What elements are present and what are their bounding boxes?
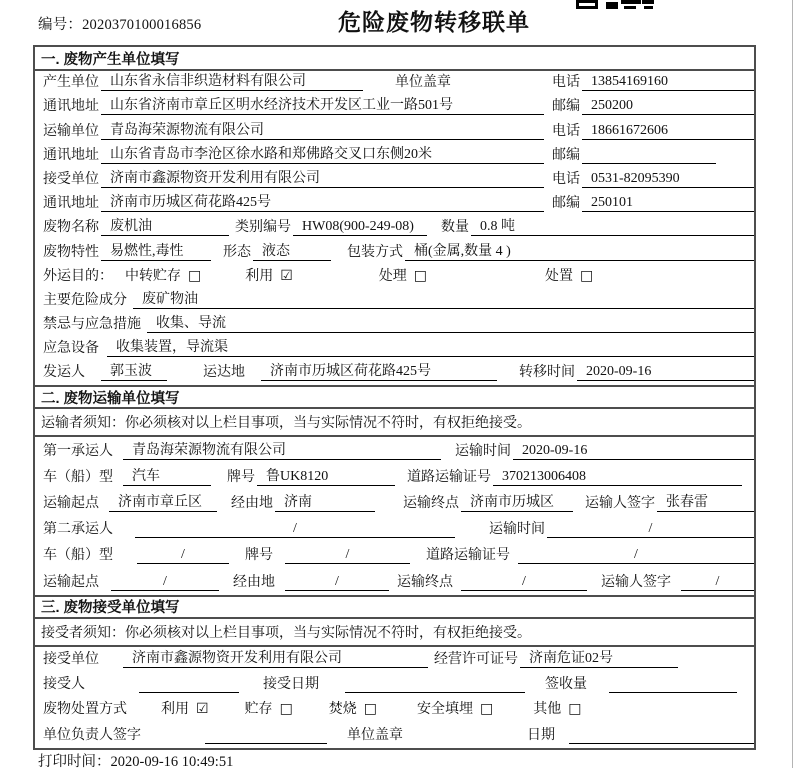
producer-zip-value: 250200: [582, 98, 754, 115]
transport-time-label: 运输时间: [489, 522, 545, 538]
carrier2-vehicle-row: [35, 542, 754, 568]
waste-character-label: 废物特性: [43, 244, 99, 260]
road-permit-label: 道路运输证号: [426, 548, 510, 564]
destination-label: 运达地: [203, 365, 245, 381]
consignor-value: 郭玉波: [101, 360, 167, 381]
accepting-unit-row: [35, 647, 754, 672]
section3-header: 三. 废物接受单位填写: [35, 595, 754, 619]
transporter-value: 青岛海荣源物流有限公司: [101, 119, 544, 140]
transport-time-label: 运输时间: [455, 443, 511, 459]
producer-address-row: [35, 95, 754, 119]
origin-label: 运输起点: [43, 496, 99, 511]
address-label: 通讯地址: [43, 196, 99, 212]
page-right-border: [792, 0, 793, 768]
carrier1-value: 青岛海荣源物流有限公司: [123, 439, 441, 460]
checkbox-checked-icon: ☑: [196, 701, 209, 718]
receive-date-value: [345, 676, 525, 693]
emergency-measures-value: 收集、导流: [147, 312, 754, 333]
quantity-label: 数量: [441, 220, 469, 236]
zip-label: 邮编: [552, 99, 580, 115]
carrier2-value: /: [135, 521, 455, 538]
print-time: [38, 750, 233, 768]
carrier1-end-value: 济南市历城区: [461, 491, 573, 512]
recipient-row: [35, 672, 754, 697]
receiver-address-row: [35, 192, 754, 216]
receiver-notice: 接受者须知：你必须核对以上栏目事项，当与实际情况不符时，有权拒绝接受。: [35, 619, 754, 647]
option-label: 处置: [545, 268, 574, 284]
manager-sign-label: 单位负责人签字: [43, 727, 141, 743]
producer-label: 产生单位: [43, 75, 99, 91]
consignor-label: 发运人: [43, 365, 85, 381]
disposal-method-label: 废物处置方式: [43, 702, 127, 718]
purpose-option-storage: [125, 265, 201, 285]
road-permit-label: 道路运输证号: [407, 469, 491, 485]
receiver-label: 接受单位: [43, 171, 99, 187]
manifest-form: [33, 45, 756, 750]
waste-character-row: [35, 240, 754, 264]
carrier2-via-value: /: [285, 574, 389, 591]
doc-number: [38, 13, 201, 34]
carrier1-sign-value: 张春雷: [657, 491, 754, 512]
section1-header: 一. 废物产生单位填写: [35, 47, 754, 71]
carrier2-route-row: [35, 568, 754, 594]
unit-seal-label: 单位盖章: [347, 727, 403, 743]
carrier1-vehicle-row: [35, 464, 754, 490]
endpoint-label: 运输终点: [403, 496, 459, 511]
producer-phone-value: 13854169160: [582, 74, 754, 91]
producer-row: [35, 71, 754, 95]
option-label: 中转贮存: [125, 268, 181, 284]
option-label: 利用: [245, 268, 274, 284]
date-value: [569, 727, 754, 744]
purpose-option-dispose: [545, 265, 593, 285]
checkbox-unchecked-icon: □: [363, 701, 378, 718]
carrier1-row: [35, 437, 754, 463]
purpose-option-treat: [379, 265, 427, 285]
transfer-purpose-row: [35, 265, 754, 289]
page-title: 危险废物转移联单: [338, 9, 530, 35]
vehicle-type-label: 车（船）型: [43, 548, 113, 564]
via-label: 经由地: [233, 574, 275, 590]
disposal-option-landfill: [417, 698, 493, 718]
checkbox-checked-icon: ☑: [280, 267, 293, 284]
seal-label: 单位盖章: [395, 75, 451, 91]
transporter-row: [35, 119, 754, 143]
qr-block: [642, 0, 654, 4]
purpose-option-utilize: [245, 265, 293, 285]
manager-sign-row: [35, 722, 754, 747]
receiver-zip-value: 250101: [582, 195, 754, 212]
disposal-option-other: [533, 698, 581, 718]
origin-label: 运输起点: [43, 574, 99, 590]
transporter-label: 运输单位: [43, 123, 99, 139]
transporter-notice: 运输者须知：你必须核对以上栏目事项，当与实际情况不符时，有权拒绝接受。: [35, 409, 754, 437]
receiver-phone-value: 0531-82095390: [582, 171, 754, 188]
carrier1-permit-value: 370213006408: [493, 469, 742, 486]
carrier1-plate-value: 鲁UK8120: [257, 465, 395, 486]
category-label: 类别编号: [235, 220, 291, 236]
doc-number-value: 2020370100016856: [82, 17, 202, 33]
recipient-value: [139, 676, 239, 693]
emergency-equipment-row: [35, 337, 754, 361]
carrier2-permit-value: /: [518, 547, 754, 564]
hazard-value: 废矿物油: [133, 288, 754, 309]
disposal-option-store: [245, 698, 293, 718]
form-value: 液态: [253, 240, 331, 261]
phone-label: 电话: [552, 123, 580, 139]
license-label: 经营许可证号: [434, 651, 518, 667]
disposal-option-incinerate: [329, 698, 377, 718]
hazard-label: 主要危险成分: [43, 292, 127, 308]
accepting-unit-label: 接受单位: [43, 651, 99, 667]
license-value: 济南危证02号: [520, 647, 678, 668]
checkbox-unchecked-icon: □: [188, 267, 202, 284]
print-time-value: 2020-09-16 10:49:51: [110, 754, 234, 768]
option-label: 处理: [378, 268, 407, 284]
option-label: 安全填埋: [417, 702, 474, 718]
carrier1-via-value: 济南: [275, 491, 375, 512]
date-label: 日期: [527, 727, 555, 743]
qr-block: [644, 6, 653, 9]
packing-label: 包装方式: [347, 244, 403, 260]
checkbox-unchecked-icon: □: [580, 267, 594, 284]
carrier2-origin-value: /: [111, 574, 219, 591]
zip-label: 邮编: [552, 196, 580, 212]
carrier1-time-value: 2020-09-16: [513, 443, 754, 460]
checkbox-unchecked-icon: □: [413, 267, 428, 284]
phone-label: 电话: [552, 75, 580, 91]
carrier1-origin-value: 济南市章丘区: [109, 491, 217, 512]
transporter-address-row: [35, 144, 754, 168]
category-value: HW08(900-249-08): [293, 219, 427, 236]
carrier2-sign-value: /: [681, 574, 754, 591]
transporter-zip-value: [582, 147, 716, 164]
address-label: 通讯地址: [43, 147, 99, 163]
qr-block: [576, 0, 598, 9]
plate-label: 牌号: [245, 548, 273, 564]
hazard-component-row: [35, 289, 754, 313]
print-time-label: 打印时间：: [38, 754, 111, 768]
carrier2-time-value: /: [547, 521, 754, 538]
via-label: 经由地: [231, 496, 273, 511]
checkbox-unchecked-icon: □: [568, 701, 582, 718]
manager-sign-value: [205, 727, 327, 744]
checkbox-unchecked-icon: □: [279, 701, 293, 718]
vehicle-type-label: 车（船）型: [43, 469, 113, 485]
emergency-equipment-label: 应急设备: [43, 341, 99, 357]
consignor-row: [35, 361, 754, 385]
purpose-label: 外运目的：: [43, 268, 113, 284]
accepting-unit-value: 济南市鑫源物资开发利用有限公司: [123, 647, 428, 668]
receiver-row: [35, 168, 754, 192]
producer-address-value: 山东省济南市章丘区明水经济技术开发区工业一路501号: [101, 94, 544, 115]
carrier1-vehicle-value: 汽车: [123, 465, 211, 486]
receiver-address-value: 济南市历城区荷花路425号: [101, 191, 544, 212]
quantity-value: 0.8 吨: [471, 215, 754, 236]
carrier2-end-value: /: [461, 574, 587, 591]
option-label: 利用: [161, 702, 189, 718]
qr-block: [606, 2, 618, 9]
transporter-address-value: 山东省青岛市李沧区徐水路和郑佛路交叉口东侧20米: [101, 143, 544, 164]
qr-block: [621, 0, 641, 4]
option-label: 焚烧: [328, 702, 357, 718]
endpoint-label: 运输终点: [397, 574, 453, 590]
carrier2-vehicle-value: /: [137, 547, 229, 564]
qr-code-fragment: [576, 0, 656, 10]
destination-value: 济南市历城区荷花路425号: [261, 360, 497, 381]
waste-character-value: 易燃性,毒性: [101, 240, 211, 261]
packing-value: 桶(金属,数量 4 ): [405, 240, 754, 261]
received-amount-value: [609, 676, 737, 693]
qr-block: [624, 6, 636, 9]
checkbox-unchecked-icon: □: [480, 701, 494, 718]
emergency-equipment-value: 收集装置，导流渠: [107, 336, 754, 357]
transporter-phone-value: 18661672606: [582, 123, 754, 140]
emergency-measures-row: [35, 313, 754, 337]
carrier2-plate-value: /: [285, 547, 410, 564]
option-label: 其他: [533, 702, 562, 718]
carrier2-label: 第二承运人: [43, 522, 113, 538]
producer-value: 山东省永信非织造材料有限公司: [101, 70, 363, 91]
disposal-method-row: [35, 697, 754, 722]
waste-name-row: [35, 216, 754, 240]
doc-number-label: 编号：: [38, 17, 83, 33]
carrier1-route-row: [35, 490, 754, 516]
carrier-sign-label: 运输人签字: [601, 574, 671, 590]
carrier1-label: 第一承运人: [43, 443, 113, 459]
section2-header: 二. 废物运输单位填写: [35, 385, 754, 409]
disposal-option-utilize: [161, 698, 209, 718]
recipient-label: 接受人: [43, 677, 85, 693]
form-label: 形态: [223, 244, 251, 260]
transfer-time-label: 转移时间: [519, 365, 575, 381]
phone-label: 电话: [552, 171, 580, 187]
emergency-measures-label: 禁忌与应急措施: [43, 317, 141, 333]
waste-name-label: 废物名称: [43, 220, 99, 236]
address-label: 通讯地址: [43, 99, 99, 115]
option-label: 贮存: [244, 702, 273, 718]
waste-name-value: 废机油: [101, 215, 229, 236]
zip-label: 邮编: [552, 147, 580, 163]
transfer-time-value: 2020-09-16: [577, 364, 754, 381]
receiver-value: 济南市鑫源物资开发利用有限公司: [101, 167, 544, 188]
carrier2-row: [35, 516, 754, 542]
plate-label: 牌号: [227, 469, 255, 485]
received-amount-label: 签收量: [545, 677, 587, 693]
receive-date-label: 接受日期: [263, 677, 319, 693]
carrier-sign-label: 运输人签字: [585, 496, 655, 511]
